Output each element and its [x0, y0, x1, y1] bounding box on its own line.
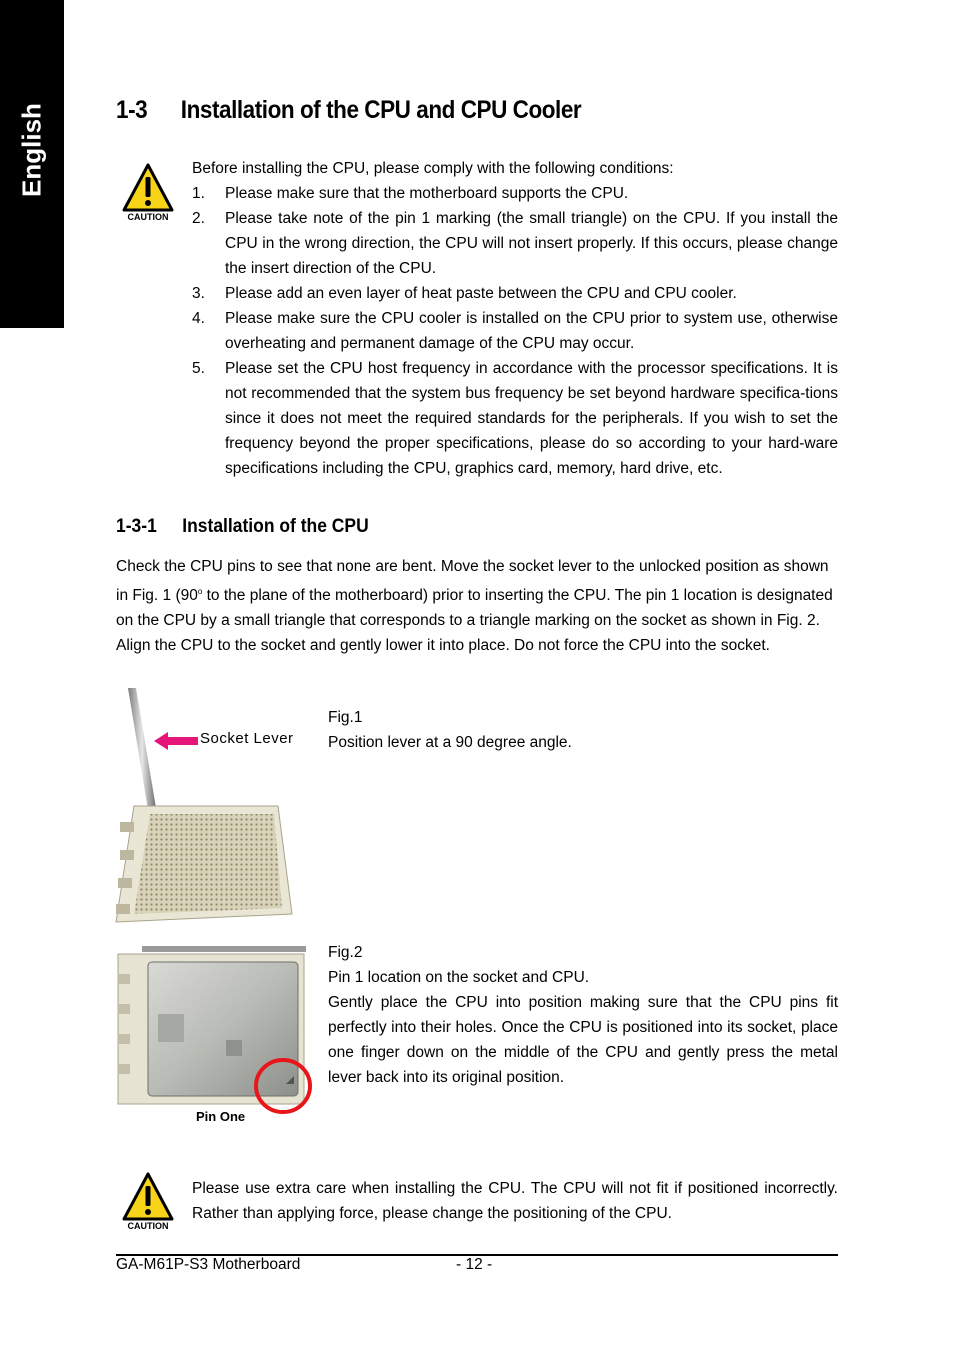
language-side-tab: [0, 0, 64, 328]
pin-one-callout: Pin One: [196, 1109, 246, 1124]
conditions-intro: Before installing the CPU, please comply with the following conditions:: [192, 160, 674, 177]
caution-label: CAUTION: [127, 1221, 169, 1231]
socket-lever-callout: Socket Lever: [200, 730, 294, 747]
list-item: 1. Please make sure that the motherboard supports the CPU.: [192, 185, 629, 202]
subsection-number: 1-3-1: [116, 516, 157, 537]
bottom-caution-note: Please use extra care when installing the CPU. The CPU will not fit if positioned incorrectly. Rather than applying force, please change the positioning of the CPU.: [192, 1180, 838, 1222]
list-item: 5. Please set the CPU host frequency in accordance with the processor specifications. It is not recommended that the system bus frequency be set beyond hardware specifica-tions since it does not meet the required standards for the peripherals. If you wish to set the frequency beyond the proper specifications, please do so according to your hard-ware specifications including the CPU, graphics card, memory, hard drive, etc.: [192, 360, 838, 477]
conditions-list: [192, 156, 838, 481]
section-number: 1-3: [116, 96, 148, 124]
section-title: Installation of the CPU and CPU Cooler: [180, 96, 582, 124]
fig2-caption: Pin 1 location on the socket and CPU.: [328, 969, 590, 986]
section-heading: [116, 96, 581, 125]
subsection-heading: [116, 516, 369, 538]
footer-model: GA-M61P-S3 Motherboard: [116, 1256, 301, 1273]
caution-icon: [121, 162, 175, 228]
footer-page-number: - 12 -: [456, 1256, 493, 1273]
subsection-title: Installation of the CPU: [182, 516, 369, 537]
fig2-body: Gently place the CPU into position making sure that the CPU pins fit perfectly into their holes. Once the CPU is positioned into its socket, place one finger down on the middle of the CPU and gently press the metal lever back into its original position.: [328, 994, 838, 1086]
pin-one-marker-icon: [252, 1056, 314, 1116]
intro-paragraph: Check the CPU pins to see that none are bent. Move the socket lever to the unlocked position as shown in Fig. 1 (90$^o$ to the plane of the motherboard) prior to inserting the CPU. The pin 1 location is designated on the CPU by a small triangle that corresponds to a triangle marking on the socket as shown in Fig. 2. Align the CPU to the socket and gently lower it into place. Do not force the CPU into the socket.: [116, 558, 833, 655]
arrow-left-icon: [154, 732, 198, 750]
caution-icon: [121, 1171, 175, 1237]
fig1-caption-block: [328, 705, 838, 755]
list-item: 2. Please take note of the pin 1 marking (the small triangle) on the CPU. If you install the CPU in the wrong direction, the CPU will not insert properly. If this occurs, please change the insert direction of the CPU.: [192, 210, 838, 277]
caution-label: CAUTION: [127, 212, 169, 222]
list-item: 3. Please add an even layer of heat paste between the CPU and CPU cooler.: [192, 285, 737, 302]
socket-lever-photo: [114, 682, 298, 928]
list-item: 4. Please make sure the CPU cooler is installed on the CPU prior to system use, otherwise overheating and permanent damage of the CPU may occur.: [192, 310, 838, 352]
fig1-caption: Position lever at a 90 degree angle.: [328, 734, 572, 751]
fig2-caption-block: [328, 940, 838, 1090]
language-tab-label: English: [16, 103, 47, 197]
fig1-label: Fig.1: [328, 709, 363, 726]
fig2-label: Fig.2: [328, 944, 363, 961]
